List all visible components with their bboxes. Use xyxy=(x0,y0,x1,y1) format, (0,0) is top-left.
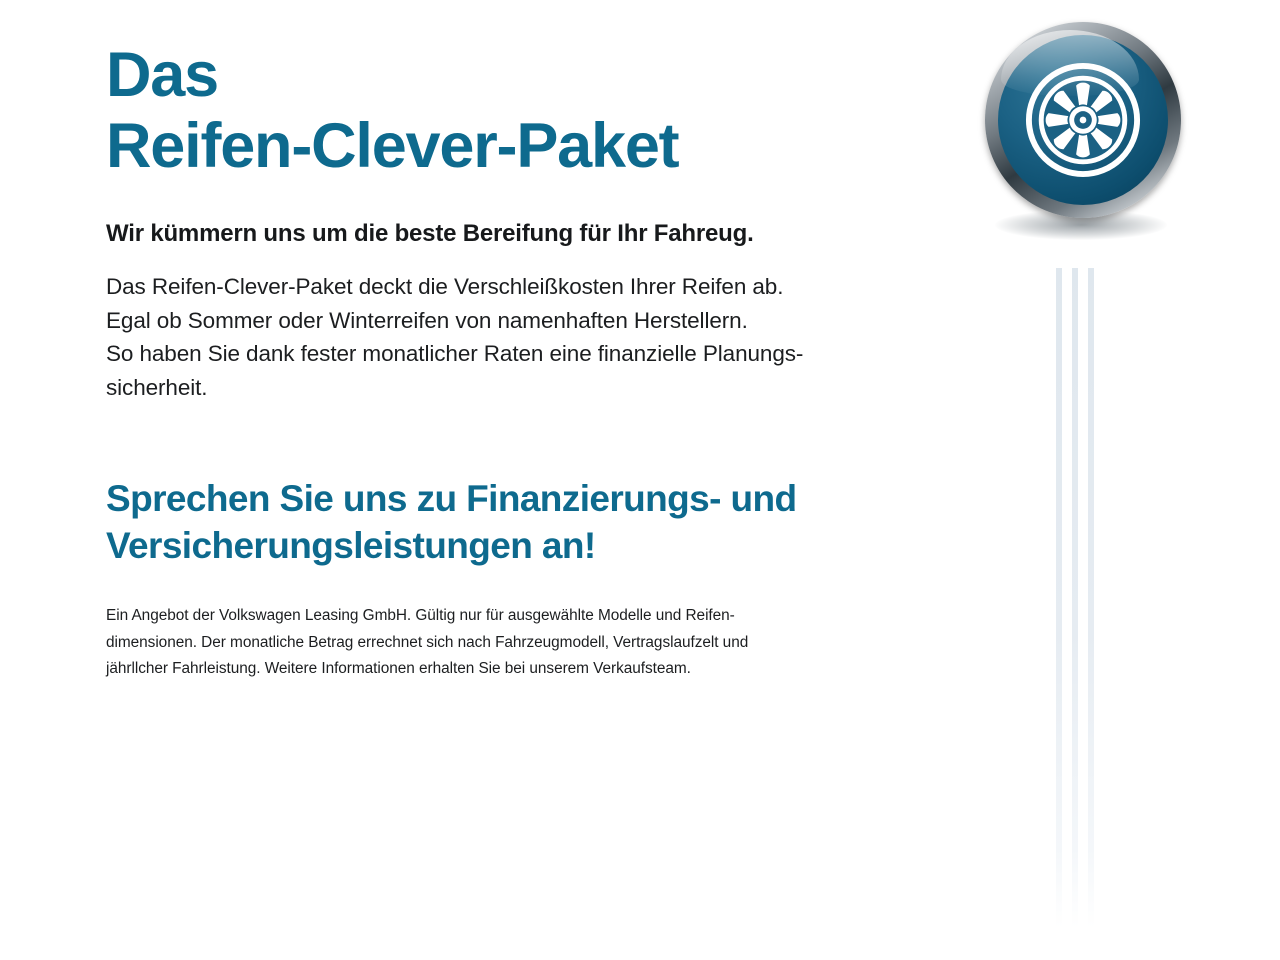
content-column xyxy=(106,40,936,683)
wheel-badge xyxy=(985,22,1181,252)
legal-line-3: jährllcher Fahrleistung. Weitere Informationen erhalten Sie bei unserem Verkaufsteam. xyxy=(106,660,691,678)
body-line-3: So haben Sie dank fester monatlicher Raten eine finanzielle Planungs- xyxy=(106,341,804,367)
legal-disclaimer xyxy=(106,603,896,683)
body-copy xyxy=(106,270,936,404)
body-line-1: Das Reifen-Clever-Paket deckt die Verschleißkosten Ihrer Reifen ab. xyxy=(106,274,784,300)
decorative-stripes xyxy=(1052,268,1122,928)
cta-line-1: Sprechen Sie uns zu Finanzierungs- und xyxy=(106,478,797,520)
stripe-3 xyxy=(1088,268,1094,928)
page-title-line-1: Das xyxy=(106,40,218,110)
call-to-action xyxy=(106,476,936,569)
page-title xyxy=(106,40,936,182)
legal-line-1: Ein Angebot der Volkswagen Leasing GmbH. Gültig nur für ausgewählte Modelle und Reifen- xyxy=(106,606,735,624)
subheading: Wir kümmern uns um die beste Bereifung für Ihr Fahreug. xyxy=(106,220,754,248)
body-line-2: Egal ob Sommer oder Winterreifen von namenhaften Herstellern. xyxy=(106,307,748,333)
stripe-1 xyxy=(1056,268,1062,928)
stripe-2 xyxy=(1072,268,1078,928)
cta-line-2: Versicherungsleistungen an! xyxy=(106,524,596,566)
legal-line-2: dimensionen. Der monatliche Betrag errechnet sich nach Fahrzeugmodell, Vertragslaufzelt und xyxy=(106,633,749,651)
body-line-4: sicherheit. xyxy=(106,374,208,400)
badge-gloss-highlight xyxy=(1001,30,1139,96)
badge-metal-ring xyxy=(985,22,1181,218)
page-title-line-2: Reifen-Clever-Paket xyxy=(106,111,679,182)
